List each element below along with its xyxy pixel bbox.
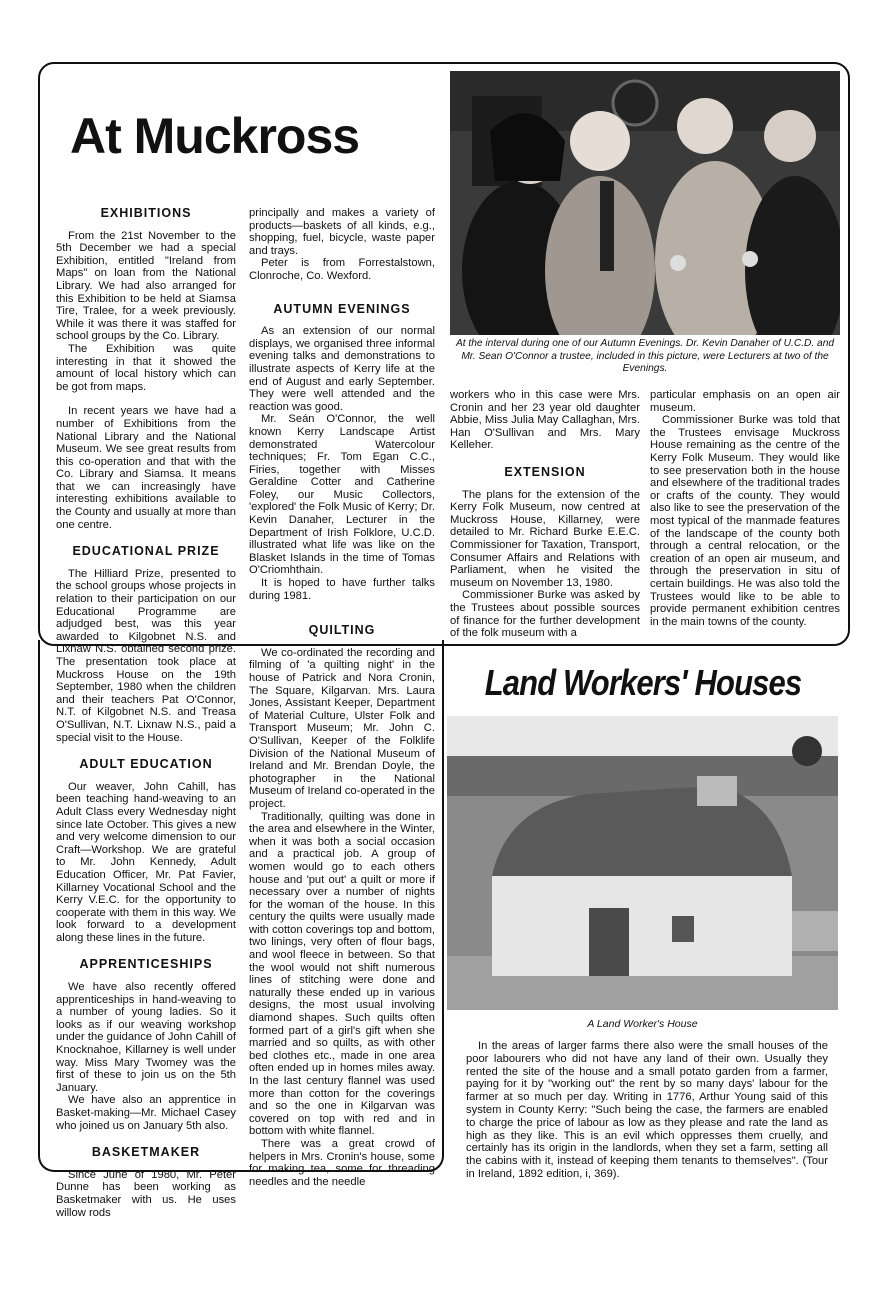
section-heading-basketmaker: BASKETMAKER (91, 1145, 201, 1160)
section-title-land-workers-houses: Land Workers' Houses (484, 662, 802, 703)
paragraph: From the 21st November to the 5th December we had a special Exhibition, entitled "Ireland from Maps" on loan from the National Library. We had also arranged for this Exhibition to be held at Siamsa Tire, Tralee, for a week previously. While it was there it was staffed for school groups by the Co. Library. (56, 229, 236, 343)
autumn-evening-photo (450, 71, 840, 335)
paragraph: Mr. Seán O'Connor, the well known Kerry Landscape Artist demonstrated Watercolour techniques; Fr. Tom Egan C.C., Firies, together with Misses Geraldine Cotter and Catherine Foley, our Music Collectors, 'explored' the Folk Music of Kerry; Dr. Kevin Danaher, Lecturer in the Department of Irish Folklore, U.C.D. illustrated what life was like on the Blasket Islands in the time of Tomas O'Criomhthain. (249, 413, 435, 577)
cottage-photo-icon (447, 716, 838, 1010)
paragraph: Commissioner Burke was asked by the Trustees about possible sources of finance for the further development of the folk museum with a (450, 589, 640, 640)
paragraph: Our weaver, John Cahill, has been teaching hand-weaving to an Adult Class every Wednesday night since late October. This gives a new and very welcome dimension to our Craft—Workshop. We are grateful to Mr. John Kennedy, Adult Education Officer, Mr. Pat Favier, Killarney Vocational School and the Kerry V.E.C. for the opportunity to cooperate with them in this way. We look forward to a development along these lines in the future. (56, 780, 236, 944)
photo-caption: A Land Worker's House (587, 1018, 698, 1030)
photo-caption: At the interval during one of our Autumn Evenings. Dr. Kevin Danaher of U.C.D. and Mr. Sean O'Connor a trustee, included in this picture, were Lecturers at two of the Evenings. (455, 338, 835, 374)
land-workers-house-photo (447, 716, 838, 1010)
land-workers-body (466, 1040, 828, 1181)
paragraph: There was a great crowd of helpers in Mrs. Cronin's house, some for making tea, some for threading needles and the needle (249, 1137, 435, 1188)
paragraph: principally and makes a variety of products—baskets of all kinds, e.g., shopping, fuel, bicycle, waste paper and trays. (249, 207, 435, 257)
section-heading-autumn-evenings: AUTUMN EVENINGS (273, 301, 411, 316)
section-heading-adult-education: ADULT EDUCATION (79, 757, 213, 772)
section-heading-quilting: QUILTING (308, 623, 376, 638)
paragraph: Peter is from Forrestalstown, Clonroche, Co. Wexford. (249, 257, 435, 282)
column-1 (56, 207, 236, 1219)
paragraph: We co-ordinated the recording and filming of 'a quilting night' in the house of Patrick and Nora Cronin, The Square, Kilgarvan. Mrs. Laura Jones, Assistant Keeper, Department of Material Culture, Ulster Folk and Transport Museum; Mr. John C. O'Sullivan, Keeper of the Folklife Division of the National Museum of Ireland and Mr. Brendan Doyle, the photographer in the National Museum of Ireland co-operated in the project. (249, 646, 435, 810)
paragraph: We have also recently offered apprenticeships in hand-weaving to a number of young ladies. So it looks as if our weaving workshop under the guidance of John Cahill of Knocknahoe, Killarney is well under way. Miss Mary Twomey was the first of these to join us on the 5th January. (56, 981, 236, 1094)
paragraph: Commissioner Burke was told that the Trustees envisage Muckross House remaining as the centre of the Kerry Folk Museum. They would like to see preservation both in the house and elsewhere of the traditional trades or crafts of the county. They would also like to see the preservation of the most typical of the manmade features of the landscape of the county both through a central relocation, or the creation of an open air museum, and through the preservation in situ of certain buildings. He was also told the Trustees would like to be able to provide permanent exhibition centres in the main towns of the county. (650, 414, 840, 628)
paragraph: The Hilliard Prize, presented to the school groups whose projects in relation to their participation on our Educational Programme are adjudged best, was this year awarded to Kilgobnet N.S. and Lixnaw N.S. obtained second prize. The presentation took place at Muckross House on the 19th September, 1980 when the children and their teachers Pat O'Connor, N.T. of Kilgobnet N.S. and Treasa O'Sullivan, N.T. Lixnaw N.S., paid a special visit to the House. (56, 567, 236, 744)
people-photo-icon (450, 71, 840, 335)
paragraph: particular emphasis on an open air museum. (650, 389, 840, 414)
section-heading-apprenticeships: APPRENTICESHIPS (79, 957, 213, 972)
column-2 (249, 207, 435, 1188)
section-heading-educational-prize: EDUCATIONAL PRIZE (72, 544, 220, 559)
section-heading-extension: EXTENSION (504, 464, 586, 479)
column-3 (450, 389, 640, 640)
paragraph: In the areas of larger farms there also were the small houses of the poor labourers who did not have any land of their own. Usually they rented the site of the house and a small potato garden from a farmer, paying for it by "working out" the rent by so many days' labour for the farmer at so much per day. Writing in 1776, Arthur Young said of this system in County Kerry: "Such being the case, the farmers are enabled to charge the price of labour as low as they please and rate the land as high as they like. This is an evil which oppresses them cruelly, and certainly has its origin in the landlords, when they set a farm, setting all the cabins with it, instead of keeping them tenants to themselves". (Tour in Ireland, 1892 edition, i, 369). (466, 1040, 828, 1180)
paragraph: We have also an apprentice in Basket-making—Mr. Michael Casey who joined us on January 5th also. (56, 1094, 236, 1132)
paragraph: As an extension of our normal displays, we organised three informal evening talks and demonstrations to illustrate aspects of Kerry life at the end of August and early September. They were well attended and the reaction was good. (249, 325, 435, 413)
paragraph: The plans for the extension of the Kerry Folk Museum, now centred at Muckross House, Killarney, were detailed to Mr. Richard Burke E.E.C. Commissioner for Taxation, Transport, Consumer Affairs and Relations with Parliament, when he visited the museum on November 13, 1980. (450, 488, 640, 589)
paragraph: Since June of 1980, Mr. Peter Dunne has been working as Basketmaker with us. He uses willow rods (56, 1168, 236, 1219)
paragraph: In recent years we have had a number of Exhibitions from the National Library and the National Museum. We see great results from this co-operation and that with the Co. Library and Siamsa. It means that we can increasingly have interesting exhibitions available to the County and usually at more than one centre. (56, 405, 236, 531)
column-4 (650, 389, 840, 628)
section-heading-exhibitions: EXHIBITIONS (100, 206, 192, 220)
paragraph: The Exhibition was quite interesting in that it showed the amount of local history which can be got from maps. (56, 342, 236, 393)
paragraph: workers who in this case were Mrs. Cronin and her 23 year old daughter Abbie, Miss Julia May Callaghan, Mrs. Han O'Sullivan and Mrs. Mary Kelleher. (450, 389, 640, 452)
paragraph: It is hoped to have further talks during 1981. (249, 577, 435, 602)
page-title: At Muckross (70, 108, 360, 164)
paragraph: Traditionally, quilting was done in the area and elsewhere in the Winter, when it was both a social occasion and a practical job. A group of women would go to each others house and 'put out' a quilt or more if necessary over a number of nights for the woman of the house. In this century the quilts were usually made with cotton coverings top and bottom, two linings, very often of flour bags, and wool fleece in between. So that the wool would not shift numerous lines of stitching were done and naturally these ended up in various designs, the most usual involving diamond shapes. Such quilts often formed part of a girl's gift when she married and so quilts, as with other bed clothes etc., made in one area often ended up in homes miles away. In the last century flannel was used more than cotton for the coverings and so the one in Kilgarvan was covered on top with red and in bottom with white flannel. (249, 810, 435, 1138)
